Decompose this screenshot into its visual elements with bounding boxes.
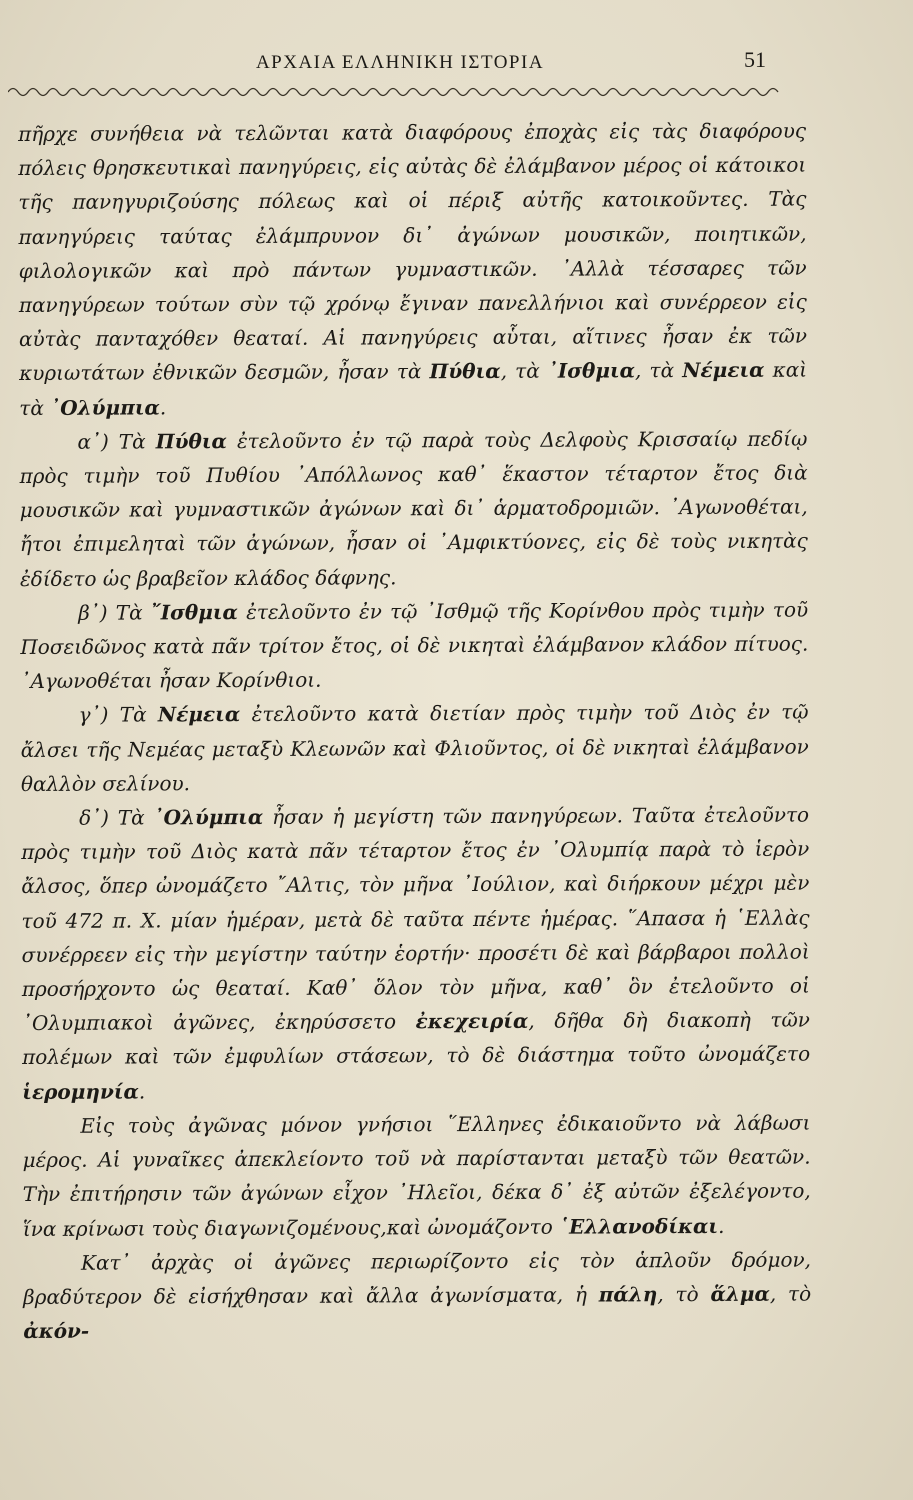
wavy-ornament-rule: [8, 80, 788, 102]
term-pali: πάλη: [598, 1282, 658, 1307]
term-pythia: Πύθια: [155, 428, 227, 454]
paragraph-pythia: α᾽) Τὰ Πύθια ἐτελοῦντο ἐν τῷ παρὰ τοὺς Δελφοὺς Κρισσαίῳ πεδίῳ πρὸς τιμὴν τοῦ Πυθίου ᾽Απόλλωνος καθ᾽ ἕκαστον τέταρτον ἔτος διὰ μουσικῶν καὶ γυμναστικῶν ἀγώνων καὶ δι᾽ ἁρματοδρομιῶν. ᾽Αγωνοθέται, ἤτοι ἐπιμεληταὶ τῶν ἀγώνων, ἦσαν οἱ ᾽Αμφικτύονες, εἰς δὲ τοὺς νικητὰς ἐδίδετο ὡς βραβεῖον κλάδος δάφνης.: [19, 426, 808, 591]
term-alma: ἅλμα: [710, 1281, 770, 1306]
body-text: [18, 114, 811, 1349]
term-ieromenia: ἱερομηνία: [22, 1079, 139, 1104]
term-olympia: ᾽Ολύμπια: [153, 804, 264, 830]
term-pythia: Πύθια: [429, 359, 501, 384]
running-header-title: ΑΡΧΑΙΑ ΕΛΛΗΝΙΚΗ ΙΣΤΟΡΙΑ: [255, 52, 545, 73]
term-akon: ἀκόν-: [23, 1318, 90, 1344]
term-hellanodikai: ῾Ελλανοδίκαι: [559, 1213, 719, 1239]
paragraph-participants: Εἰς τοὺς ἀγῶνας μόνον γνήσιοι ῞Ελληνες ἐδικαιοῦντο νὰ λάβωσι μέρος. Αἱ γυναῖκες ἀπεκλείοντο τοῦ νὰ παρίστανται μεταξὺ τῶν θεατῶν. Τὴν ἐπιτήρησιν τῶν ἀγώνων εἶχον ᾽Ηλεῖοι, δέκα δ᾽ ἐξ αὐτῶν ἐξελέγοντο, ἵνα κρίνωσι τοὺς διαγωνιζομένους,καὶ ὠνομάζοντο ῾Ελλανοδίκαι.: [22, 1110, 811, 1241]
paragraph-olympia: δ᾽) Τὰ ᾽Ολύμπια ἦσαν ἡ μεγίστη τῶν πανηγύρεων. Ταῦτα ἐτελοῦντο πρὸς τιμὴν τοῦ Διὸς κατὰ πᾶν τέταρτον ἔτος ἐν ᾽Ολυμπίᾳ παρὰ τὸ ἱερὸν ἄλσος, ὅπερ ὠνομάζετο ῎Αλτις, τὸν μῆνα ᾽Ιούλιον, καὶ διήρκουν μέχρι μὲν τοῦ 472 π. Χ. μίαν ἡμέραν, μετὰ δὲ ταῦτα πέντε ἡμέρας. ῞Απασα ἡ ῾Ελλὰς συνέρρεεν εἰς τὴν μεγίστην ταύτην ἑορτήν· προσέτι δὲ καὶ βάρβαροι πολλοὶ προσήρχοντο ὡς θεαταί. Καθ᾽ ὅλον τὸν μῆνα, καθ᾽ ὃν ἐτελοῦντο οἱ ᾽Ολυμπιακοὶ ἀγῶνες, ἐκηρύσσετο ἐκεχειρία, δῆθα δὴ διακοπὴ τῶν πολέμων καὶ τῶν ἐμφυλίων στάσεων, τὸ δὲ διάστημα τοῦτο ὠνομάζετο ἱερομηνία.: [21, 802, 811, 1104]
paragraph-nemea: γ᾽) Τὰ Νέμεια ἐτελοῦντο κατὰ διετίαν πρὸς τιμὴν τοῦ Διὸς ἐν τῷ ἄλσει τῆς Νεμέας μεταξὺ Κλεωνῶν καὶ Φλιοῦντος, οἱ δὲ νικηταὶ ἐλάμβανον θαλλὸν σελίνου.: [20, 700, 809, 796]
paragraph-intro: πῆρχε συνήθεια νὰ τελῶνται κατὰ διαφόρους ἐποχὰς εἰς τὰς διαφόρους πόλεις θρησκευτικαὶ πανηγύρεις, εἰς αὐτὰς δὲ ἐλάμβανον μέρος οἱ κάτοικοι τῆς πανηγυριζούσης πόλεως καὶ οἱ πέριξ αὐτῆς κατοικοῦντες. Τὰς πανηγύρεις ταύτας ἐλάμπρυνον δι᾽ ἀγώνων μουσικῶν, ποιητικῶν, φιλολογικῶν καὶ πρὸ πάντων γυμναστικῶν. ᾽Αλλὰ τέσσαρες τῶν πανηγύρεων τούτων σὺν τῷ χρόνῳ ἔγιναν πανελλήνιοι καὶ συνέρρεον εἰς αὐτὰς πανταχόθεν θεαταί. Αἱ πανηγύρεις αὗται, αἵτινες ἦσαν ἐκ τῶν κυριωτάτων ἐθνικῶν δεσμῶν, ἦσαν τὰ Πύθια, τὰ ᾽Ισθμια, τὰ Νέμεια καὶ τὰ ᾽Ολύμπια.: [18, 118, 808, 420]
paragraph-contests: Κατ᾽ ἀρχὰς οἱ ἀγῶνες περιωρίζοντο εἰς τὸν ἁπλοῦν δρόμον, βραδύτερον δὲ εἰσήχθησαν καὶ ἄλλα ἀγωνίσματα, ἡ πάλη, τὸ ἅλμα, τὸ ἀκόν-: [23, 1247, 812, 1344]
paragraph-isthmia: β᾽) Τὰ ῎Ισθμια ἐτελοῦντο ἐν τῷ ᾽Ισθμῷ τῆς Κορίνθου πρὸς τιμὴν τοῦ Ποσειδῶνος κατὰ πᾶν τρίτον ἔτος, οἱ δὲ νικηταὶ ἐλάμβανον κλάδον πίτυος. ᾽Αγωνοθέται ἦσαν Κορίνθιοι.: [20, 597, 809, 694]
term-isthmia: ᾽Ισθμια: [547, 358, 636, 384]
page-number: 51: [744, 47, 766, 72]
term-nemea: Νέμεια: [157, 702, 241, 727]
term-nemea: Νέμεια: [682, 358, 765, 383]
term-isthmia: ῎Ισθμια: [150, 599, 238, 625]
term-ekecheiria: ἐκεχειρία: [415, 1009, 529, 1034]
term-olympia: ᾽Ολύμπια: [50, 395, 160, 420]
